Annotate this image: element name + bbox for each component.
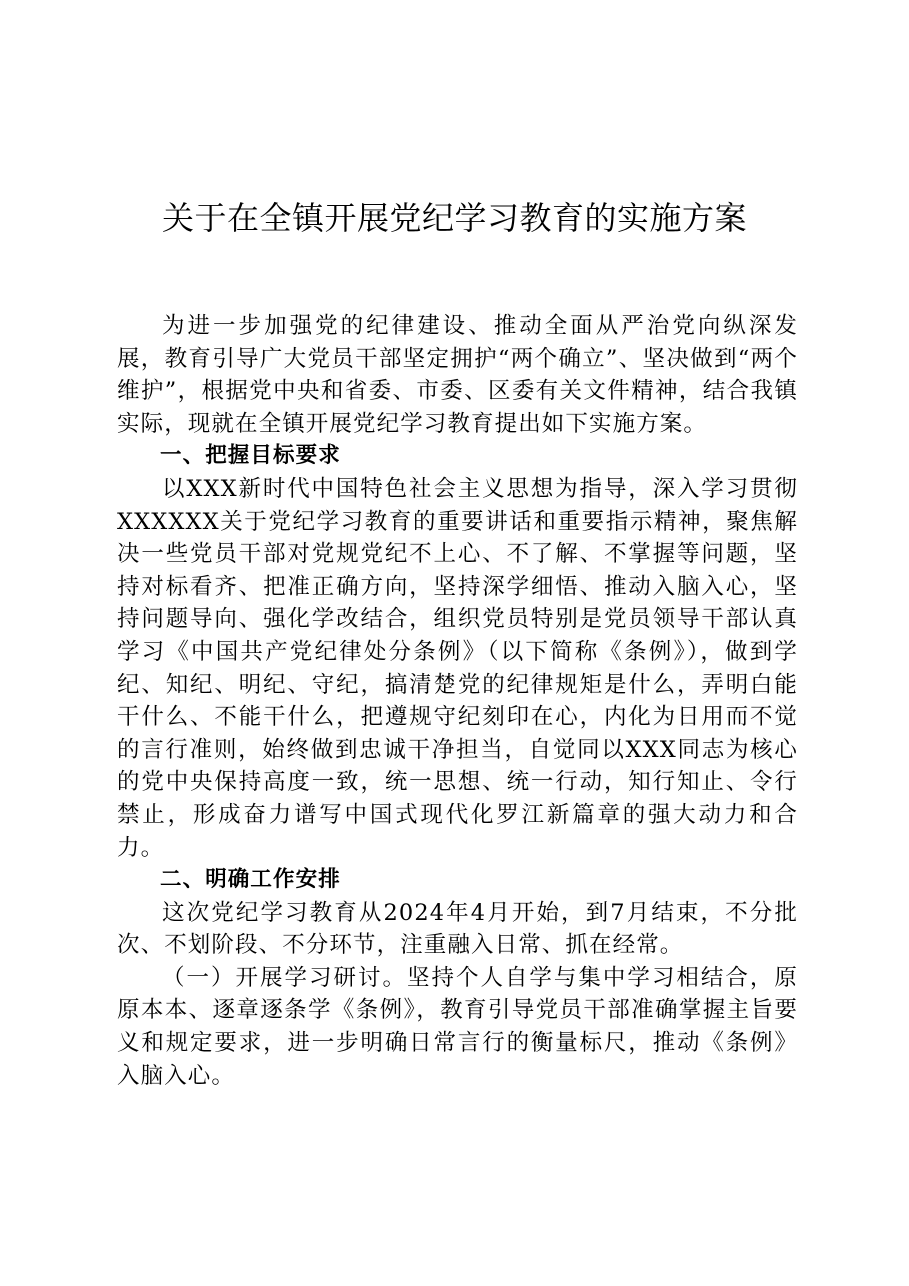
document-body xyxy=(117,310,798,1092)
section-2-paragraph: 这次党纪学习教育从2024年4月开始，到7月结束，不分批次、不划阶段、不分环节，注重融入日常、抓在经常。 xyxy=(117,899,798,959)
subsection-1-paragraph: （一）开展学习研讨。坚持个人自学与集中学习相结合，原原本本、逐章逐条学《条例》，教育引导党员干部准确掌握主旨要义和规定要求，进一步明确日常言行的衡量标尺，推动《条例》入脑入心。 xyxy=(117,964,798,1089)
section-heading-1: 一、把握目标要求 xyxy=(160,443,341,469)
section-heading-2: 二、明确工作安排 xyxy=(160,867,341,893)
intro-paragraph: 为进一步加强党的纪律建设、推动全面从严治党向纵深发展，教育引导广大党员干部坚定拥护“两个确立”、坚决做到“两个维护”，根据党中央和省委、市委、区委有关文件精神，结合我镇实际，现就在全镇开展党纪学习教育提出如下实施方案。 xyxy=(117,313,798,437)
document-title: 关于在全镇开展党纪学习教育的实施方案 xyxy=(161,199,747,237)
section-1-paragraph: 以XXX新时代中国特色社会主义思想为指导，深入学习贯彻XXXXXX关于党纪学习教育的重要讲话和重要指示精神，聚焦解决一些党员干部对党规党纪不上心、不了解、不掌握等问题，坚持对标看齐、把准正确方向，坚持深学细悟、推动入脑入心，坚持问题导向、强化学改结合，组织党员特别是党员领导干部认真学习《中国共产党纪律处分条例》（以下简称《条例》），做到学纪、知纪、明纪、守纪，搞清楚党的纪律规矩是什么，弄明白能干什么、不能干什么，把遵规守纪刻印在心，内化为日用而不觉的言行准则，始终做到忠诚干净担当，自觉同以XXX同志为核心的党中央保持高度一致，统一思想、统一行动，知行知止、令行禁止，形成奋力谱写中国式现代化罗江新篇章的强大动力和合力。 xyxy=(117,475,798,861)
